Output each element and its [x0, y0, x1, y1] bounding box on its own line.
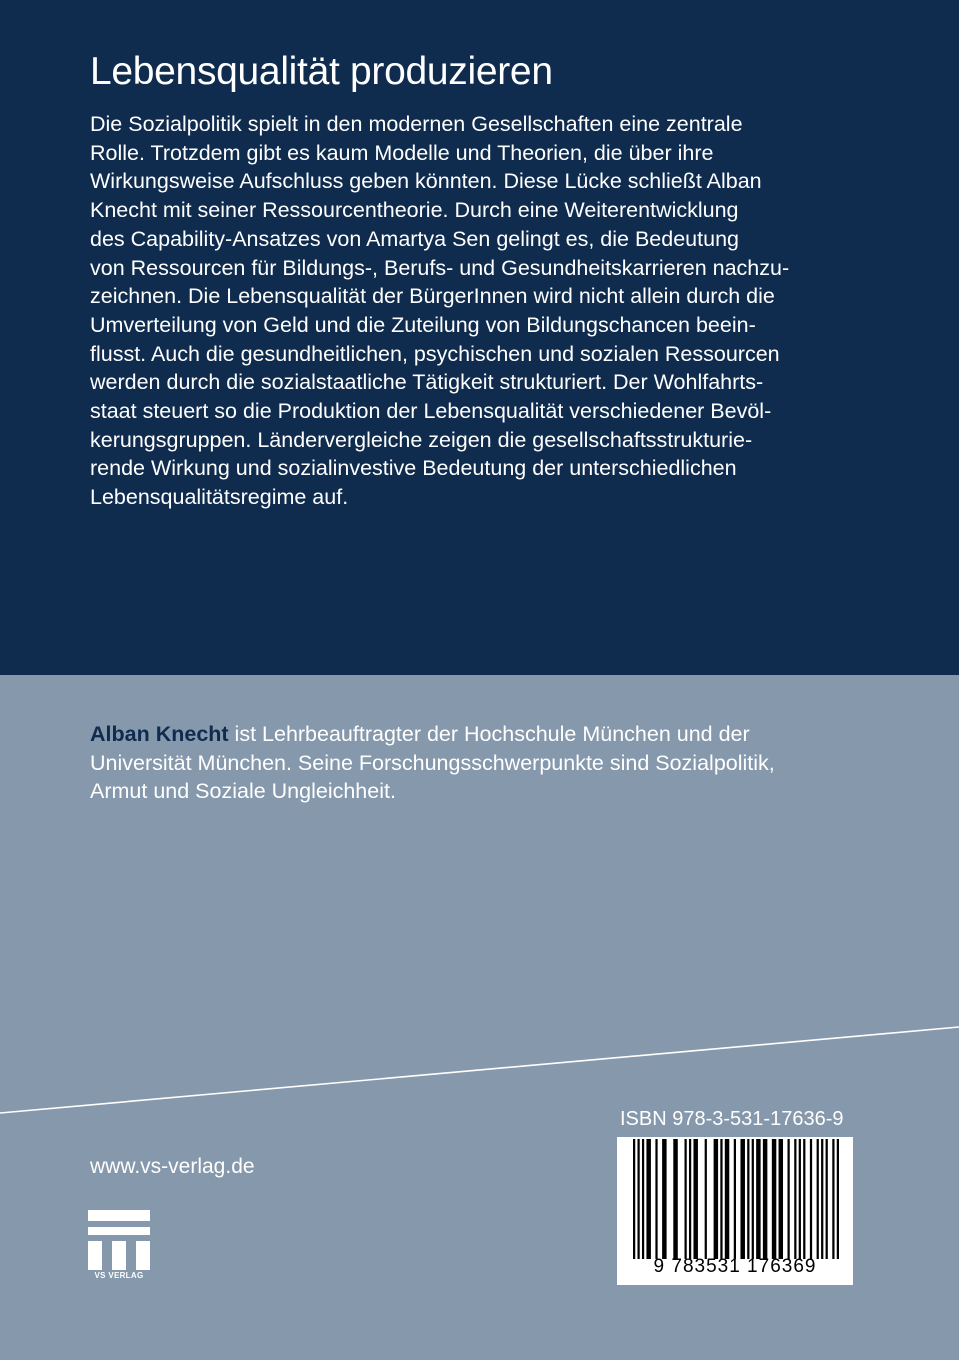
author-bio — [90, 720, 890, 806]
blurb-line: staat steuert so die Produktion der Lebensqualität verschiedener Bevöl- — [90, 399, 772, 424]
barcode-digits: 9 783531 176369 — [653, 1256, 817, 1277]
author-bio-line: Universität München. Seine Forschungsschwerpunkte sind Sozialpolitik, — [90, 750, 775, 775]
blurb-line: Knecht mit seiner Ressourcentheorie. Durch eine Weiterentwicklung — [90, 198, 739, 223]
author-name: Alban Knecht — [90, 722, 229, 746]
barcode-bar — [810, 1139, 812, 1259]
barcode-bar — [772, 1139, 776, 1259]
book-title: Lebensqualität produzieren — [90, 50, 553, 93]
barcode-bar — [817, 1139, 819, 1259]
blurb-text — [90, 110, 890, 512]
isbn-label: ISBN 978-3-531-17636-9 — [620, 1108, 844, 1130]
blurb-line: Wirkungsweise Aufschluss geben könnten. Diese Lücke schließt Alban — [90, 169, 762, 194]
barcode-bar — [788, 1139, 790, 1259]
barcode-bar — [646, 1139, 650, 1259]
blurb-line: Umverteilung von Geld und die Zuteilung von Bildungschancen beein- — [90, 312, 756, 337]
barcode-bar — [685, 1139, 687, 1259]
blurb-line: Lebensqualitätsregime auf. — [90, 485, 349, 510]
top-panel — [0, 0, 959, 675]
barcode-bar — [633, 1139, 635, 1259]
blurb-line: Rolle. Trotzdem gibt es kaum Modelle und Theorien, die über ihre — [90, 140, 714, 165]
barcode-bar — [642, 1139, 644, 1259]
barcode-bar — [803, 1139, 805, 1259]
barcode-bar — [799, 1139, 801, 1259]
author-bio-line: Armut und Soziale Ungleichheit. — [90, 779, 396, 804]
blurb-line: zeichnen. Die Lebensqualität der BürgerInnen wird nicht allein durch die — [90, 284, 775, 309]
barcode-bar — [779, 1139, 783, 1259]
barcode-bar — [693, 1139, 697, 1259]
barcode-bar — [794, 1139, 796, 1259]
barcode-bar — [763, 1139, 767, 1259]
blurb-line: des Capability-Ansatzes von Amartya Sen gelingt es, die Bedeutung — [90, 226, 739, 251]
blurb-line: Die Sozialpolitik spielt in den modernen Gesellschaften eine zentrale — [90, 112, 743, 136]
barcode-bar — [720, 1139, 722, 1259]
diagonal-divider-line — [0, 1025, 959, 1115]
barcode-bar — [832, 1139, 834, 1259]
barcode — [617, 1137, 853, 1285]
blurb-line: kerungsgruppen. Ländervergleiche zeigen die gesellschaftsstrukturie- — [90, 427, 753, 452]
barcode-bar — [662, 1139, 666, 1259]
barcode-bar — [747, 1139, 749, 1259]
barcode-bar — [837, 1139, 839, 1259]
barcode-bar — [756, 1139, 760, 1259]
barcode-bar — [821, 1139, 823, 1259]
barcode-bar — [689, 1139, 691, 1259]
barcode-bar — [705, 1139, 707, 1259]
blurb-line: rende Wirkung und sozialinvestive Bedeutung der unterschiedlichen — [90, 456, 737, 481]
barcode-bar — [740, 1139, 744, 1259]
barcode-bar — [826, 1139, 828, 1259]
barcode-bar — [714, 1139, 718, 1259]
author-bio-text: ist Lehrbeauftragter der Hochschule München und der — [228, 722, 750, 746]
author-bio-line — [90, 720, 890, 749]
barcode-bar — [725, 1139, 729, 1259]
barcode-bars — [633, 1139, 839, 1259]
barcode-bar — [734, 1139, 736, 1259]
blurb-line: von Ressourcen für Bildungs-, Berufs- und Gesundheitskarrieren nachzu- — [90, 255, 790, 280]
barcode-bar — [655, 1139, 657, 1259]
blurb-line: flusst. Auch die gesundheitlichen, psychischen und sozialen Ressourcen — [90, 341, 780, 366]
publisher-website[interactable]: www.vs-verlag.de — [90, 1155, 255, 1178]
publisher-logo-label: VS VERLAG — [94, 1271, 144, 1280]
barcode-bar — [752, 1139, 754, 1259]
barcode-bar — [637, 1139, 639, 1259]
barcode-bar — [673, 1139, 677, 1259]
blurb-line: werden durch die sozialstaatliche Tätigkeit strukturiert. Der Wohlfahrts- — [90, 370, 764, 395]
